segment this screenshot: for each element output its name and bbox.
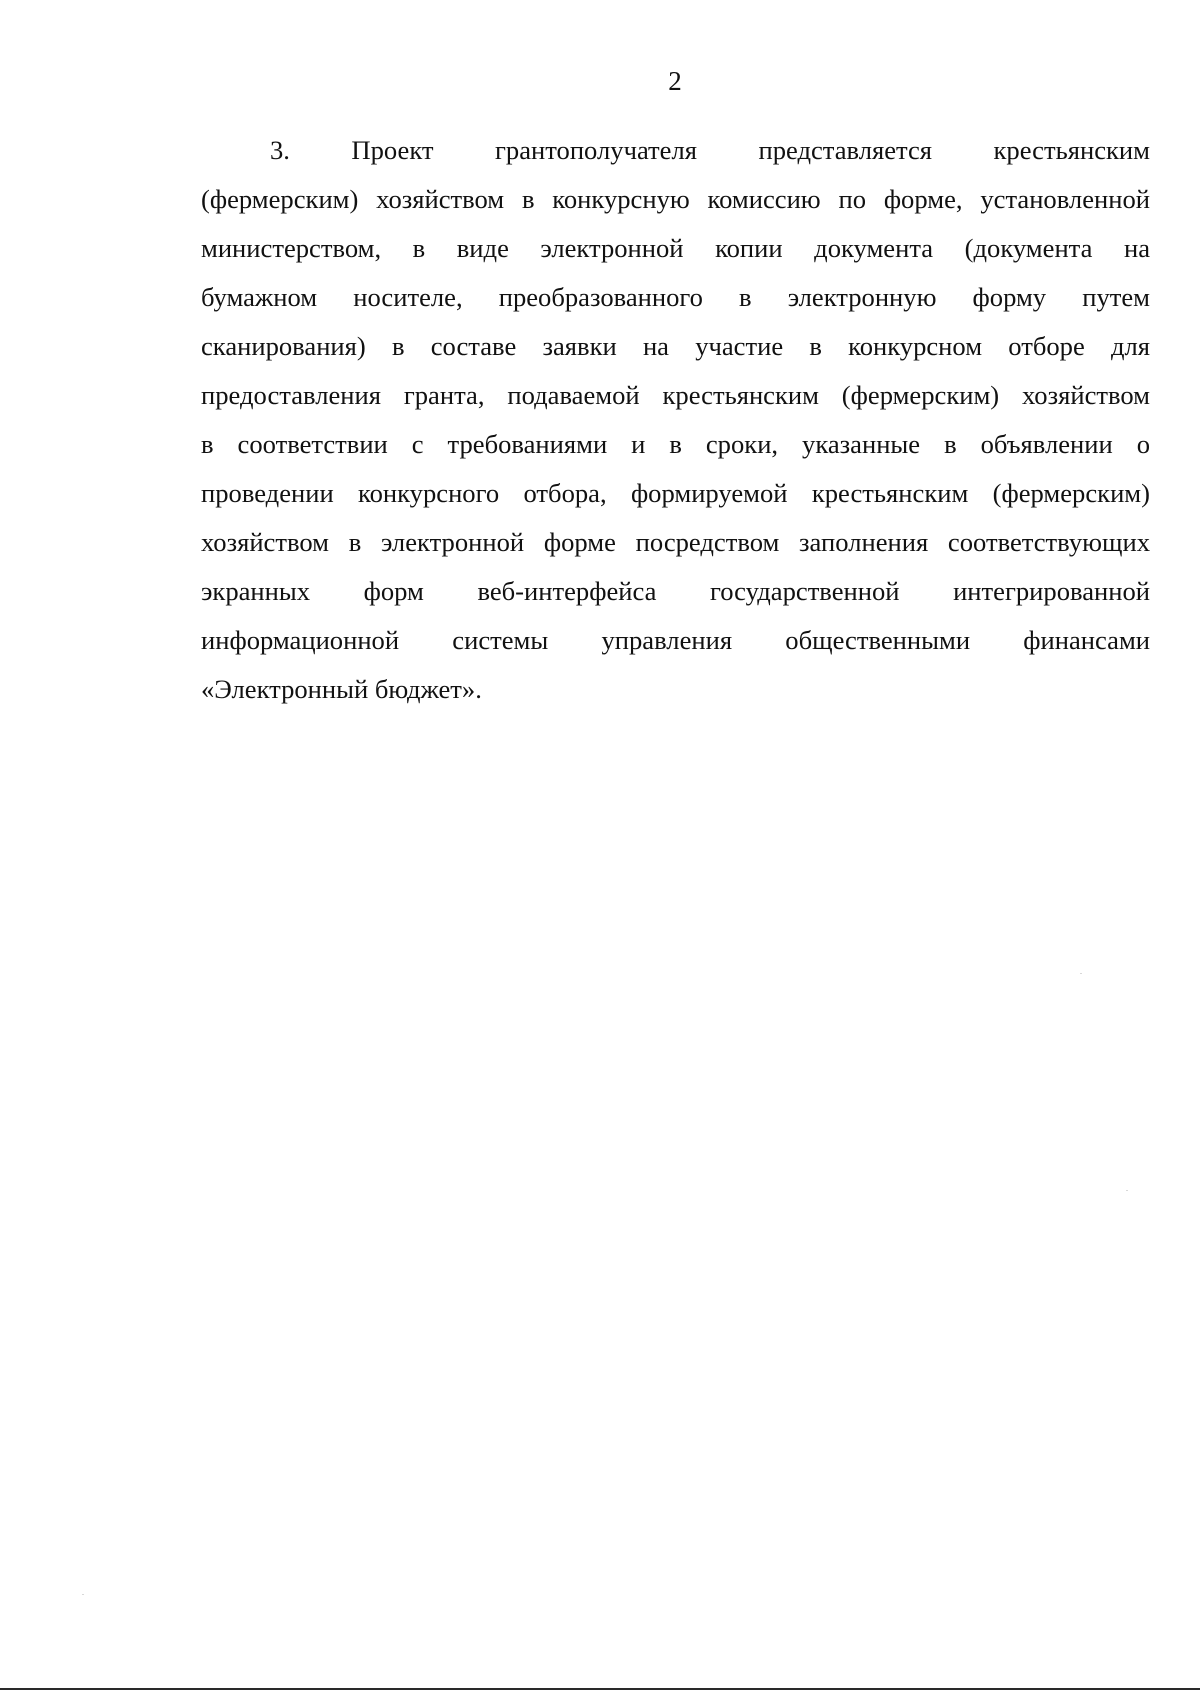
paragraph-line: сканирования) в составе заявки на участие в конкурсном отборе для: [201, 331, 1150, 361]
page-number: 2: [668, 66, 682, 96]
paragraph-line: бумажном носителе, преобразованного в электронную форму путем: [201, 282, 1150, 312]
paragraph-line: информационной системы управления общественными финансами: [201, 625, 1150, 655]
paragraph-line: «Электронный бюджет».: [201, 674, 482, 704]
paragraph-3: [201, 126, 1150, 714]
scan-artifact: [1080, 973, 1082, 974]
paragraph-line: экранных форм веб-интерфейса государственной интегрированной: [201, 576, 1150, 606]
scan-artifact: [82, 1594, 84, 1595]
paragraph-line: предоставления гранта, подаваемой крестьянским (фермерским) хозяйством: [201, 380, 1150, 410]
bottom-rule: [0, 1688, 1200, 1690]
paragraph-line: 3. Проект грантополучателя представляется крестьянским: [270, 135, 1150, 165]
paragraph-line: (фермерским) хозяйством в конкурсную комиссию по форме, установленной: [201, 184, 1150, 214]
paragraph-line: хозяйством в электронной форме посредством заполнения соответствующих: [201, 527, 1150, 557]
paragraph-line: проведении конкурсного отбора, формируемой крестьянским (фермерским): [201, 478, 1150, 508]
paragraph-line: в соответствии с требованиями и в сроки, указанные в объявлении о: [201, 429, 1150, 459]
scan-artifact: [1126, 1190, 1128, 1191]
paragraph-line: министерством, в виде электронной копии документа (документа на: [201, 233, 1150, 263]
